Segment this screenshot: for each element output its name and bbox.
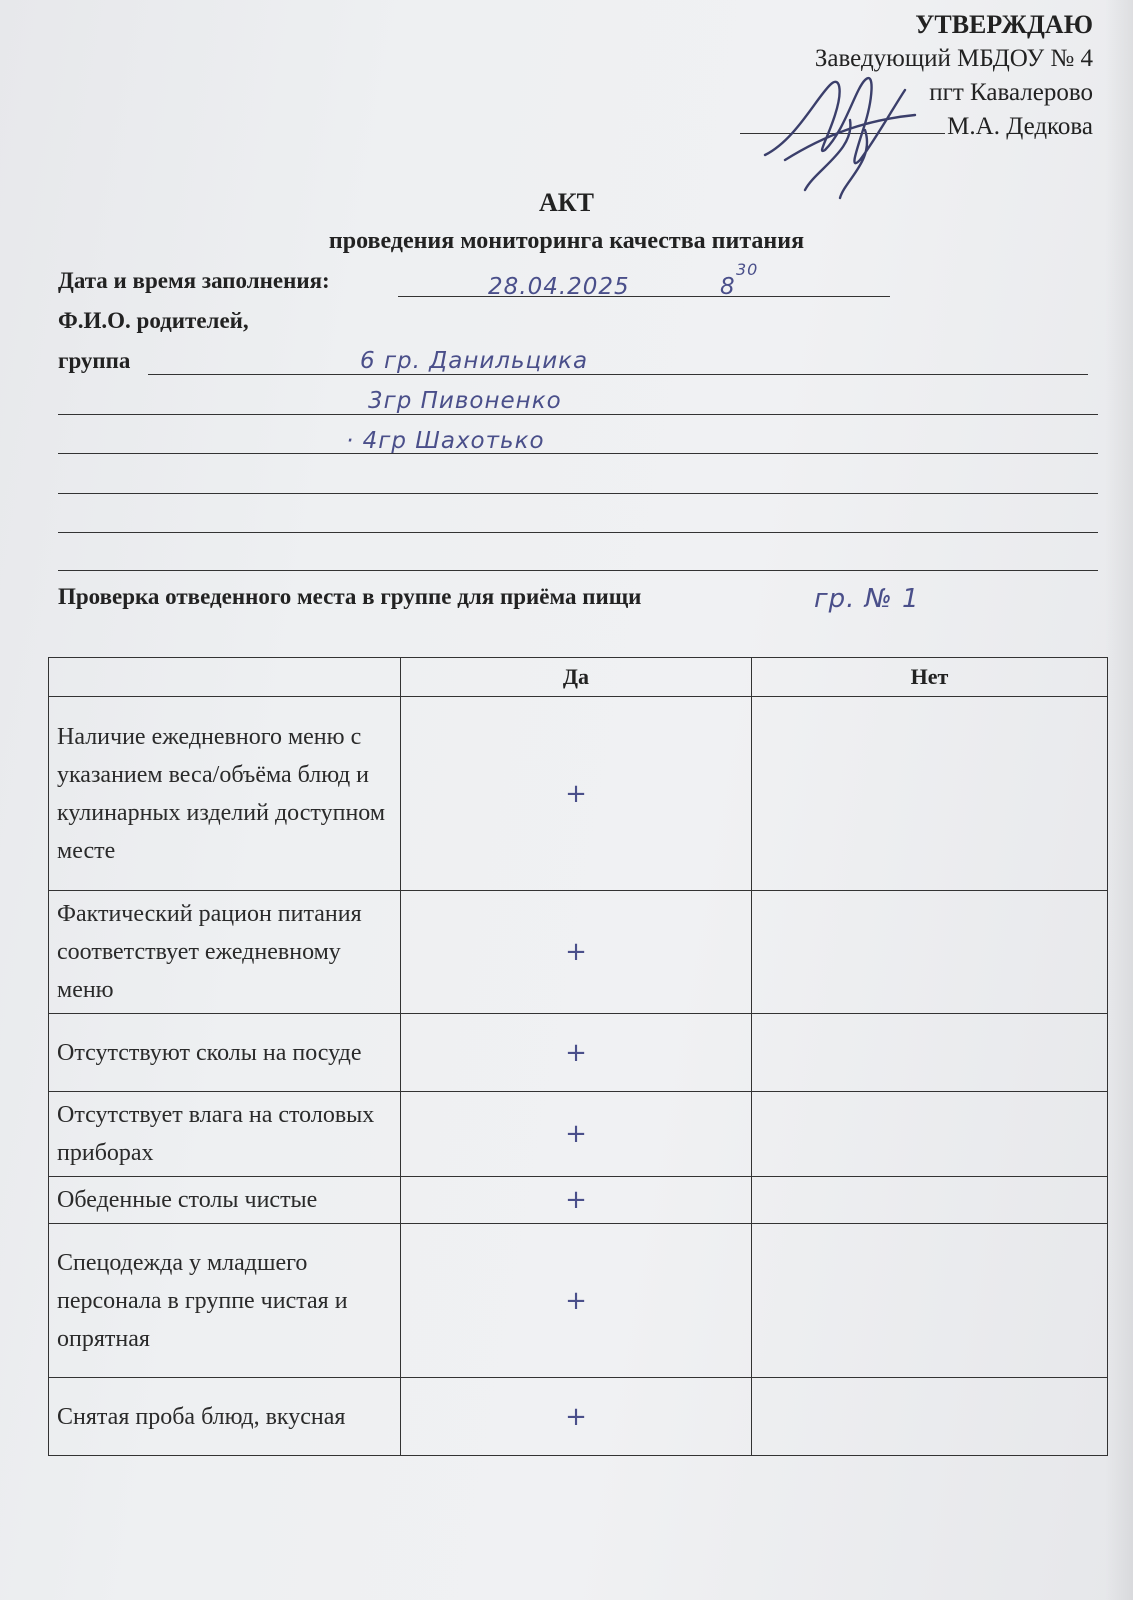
check-place-value: гр. № 1 [814,584,920,614]
fill-date-value: 28.04.2025 [488,274,630,300]
table-row [49,1224,1108,1378]
row-label: Фактический рацион питания соответствует ежедневному меню [49,891,401,1014]
table-row [49,1378,1108,1456]
fill-time-hour: 8 [720,274,736,300]
row-label: Снятая проба блюд, вкусная [49,1378,401,1456]
row-no-mark [751,1378,1107,1456]
fill-date-label: Дата и время заполнения: [58,268,330,293]
parents-label: Ф.И.О. родителей, [58,308,249,333]
row-yes-mark: + [400,891,751,1014]
approval-heading: УТВЕРЖДАЮ [915,10,1093,39]
table-row [49,1092,1108,1177]
check-place-label: Проверка отведенного места в группе для приёма пищи [58,584,642,609]
row-label: Отсутствует влага на столовых приборах [49,1092,401,1177]
row-no-mark [751,891,1107,1014]
row-label: Обеденные столы чистые [49,1177,401,1224]
approval-name: М.А. Дедкова [947,113,1093,140]
row-no-mark [751,1014,1107,1092]
row-yes-mark: + [400,1092,751,1177]
doc-title: АКТ [539,188,594,217]
signature-mark [755,60,925,200]
group-line-5 [58,532,1098,533]
parent-entry-1: 6 гр. Данильцика [360,348,589,374]
row-no-mark [751,1177,1107,1224]
table-row [49,697,1108,891]
header-blank [49,658,401,697]
doc-subtitle: проведения мониторинга качества питания [328,228,805,254]
approval-location: пгт Кавалерово [929,79,1093,106]
table-row [49,1014,1108,1092]
fill-time-minutes: 30 [736,260,759,279]
row-yes-mark: + [400,697,751,891]
row-yes-mark: + [400,1177,751,1224]
parent-entry-3: · 4гр Шахотько [346,428,545,454]
table-header-row [49,658,1108,697]
fill-date-row [58,268,330,294]
row-label: Наличие ежедневного меню с указанием веса/объёма блюд и кулинарных изделий доступном месте [49,697,401,891]
page-edge-shadow [1105,0,1133,1600]
group-label: группа [58,348,131,373]
group-line-1 [148,374,1088,375]
row-label: Отсутствуют сколы на посуде [49,1014,401,1092]
row-no-mark [751,1224,1107,1378]
header-yes: Да [400,658,751,697]
header-no: Нет [751,658,1107,697]
row-yes-mark: + [400,1378,751,1456]
row-label: Спецодежда у младшего персонала в группе чистая и опрятная [49,1224,401,1378]
check-table [48,657,1108,1456]
table-row [49,891,1108,1014]
group-line-2 [58,414,1098,415]
table-row [49,1177,1108,1224]
row-no-mark [751,697,1107,891]
fill-date-line [398,296,890,297]
row-yes-mark: + [400,1014,751,1092]
row-yes-mark: + [400,1224,751,1378]
approval-position: Заведующий МБДОУ № 4 [814,45,1093,72]
group-line-4 [58,493,1098,494]
group-line-6 [58,570,1098,571]
group-line-3 [58,453,1098,454]
row-no-mark [751,1092,1107,1177]
parent-entry-2: 3гр Пивоненко [368,388,562,414]
